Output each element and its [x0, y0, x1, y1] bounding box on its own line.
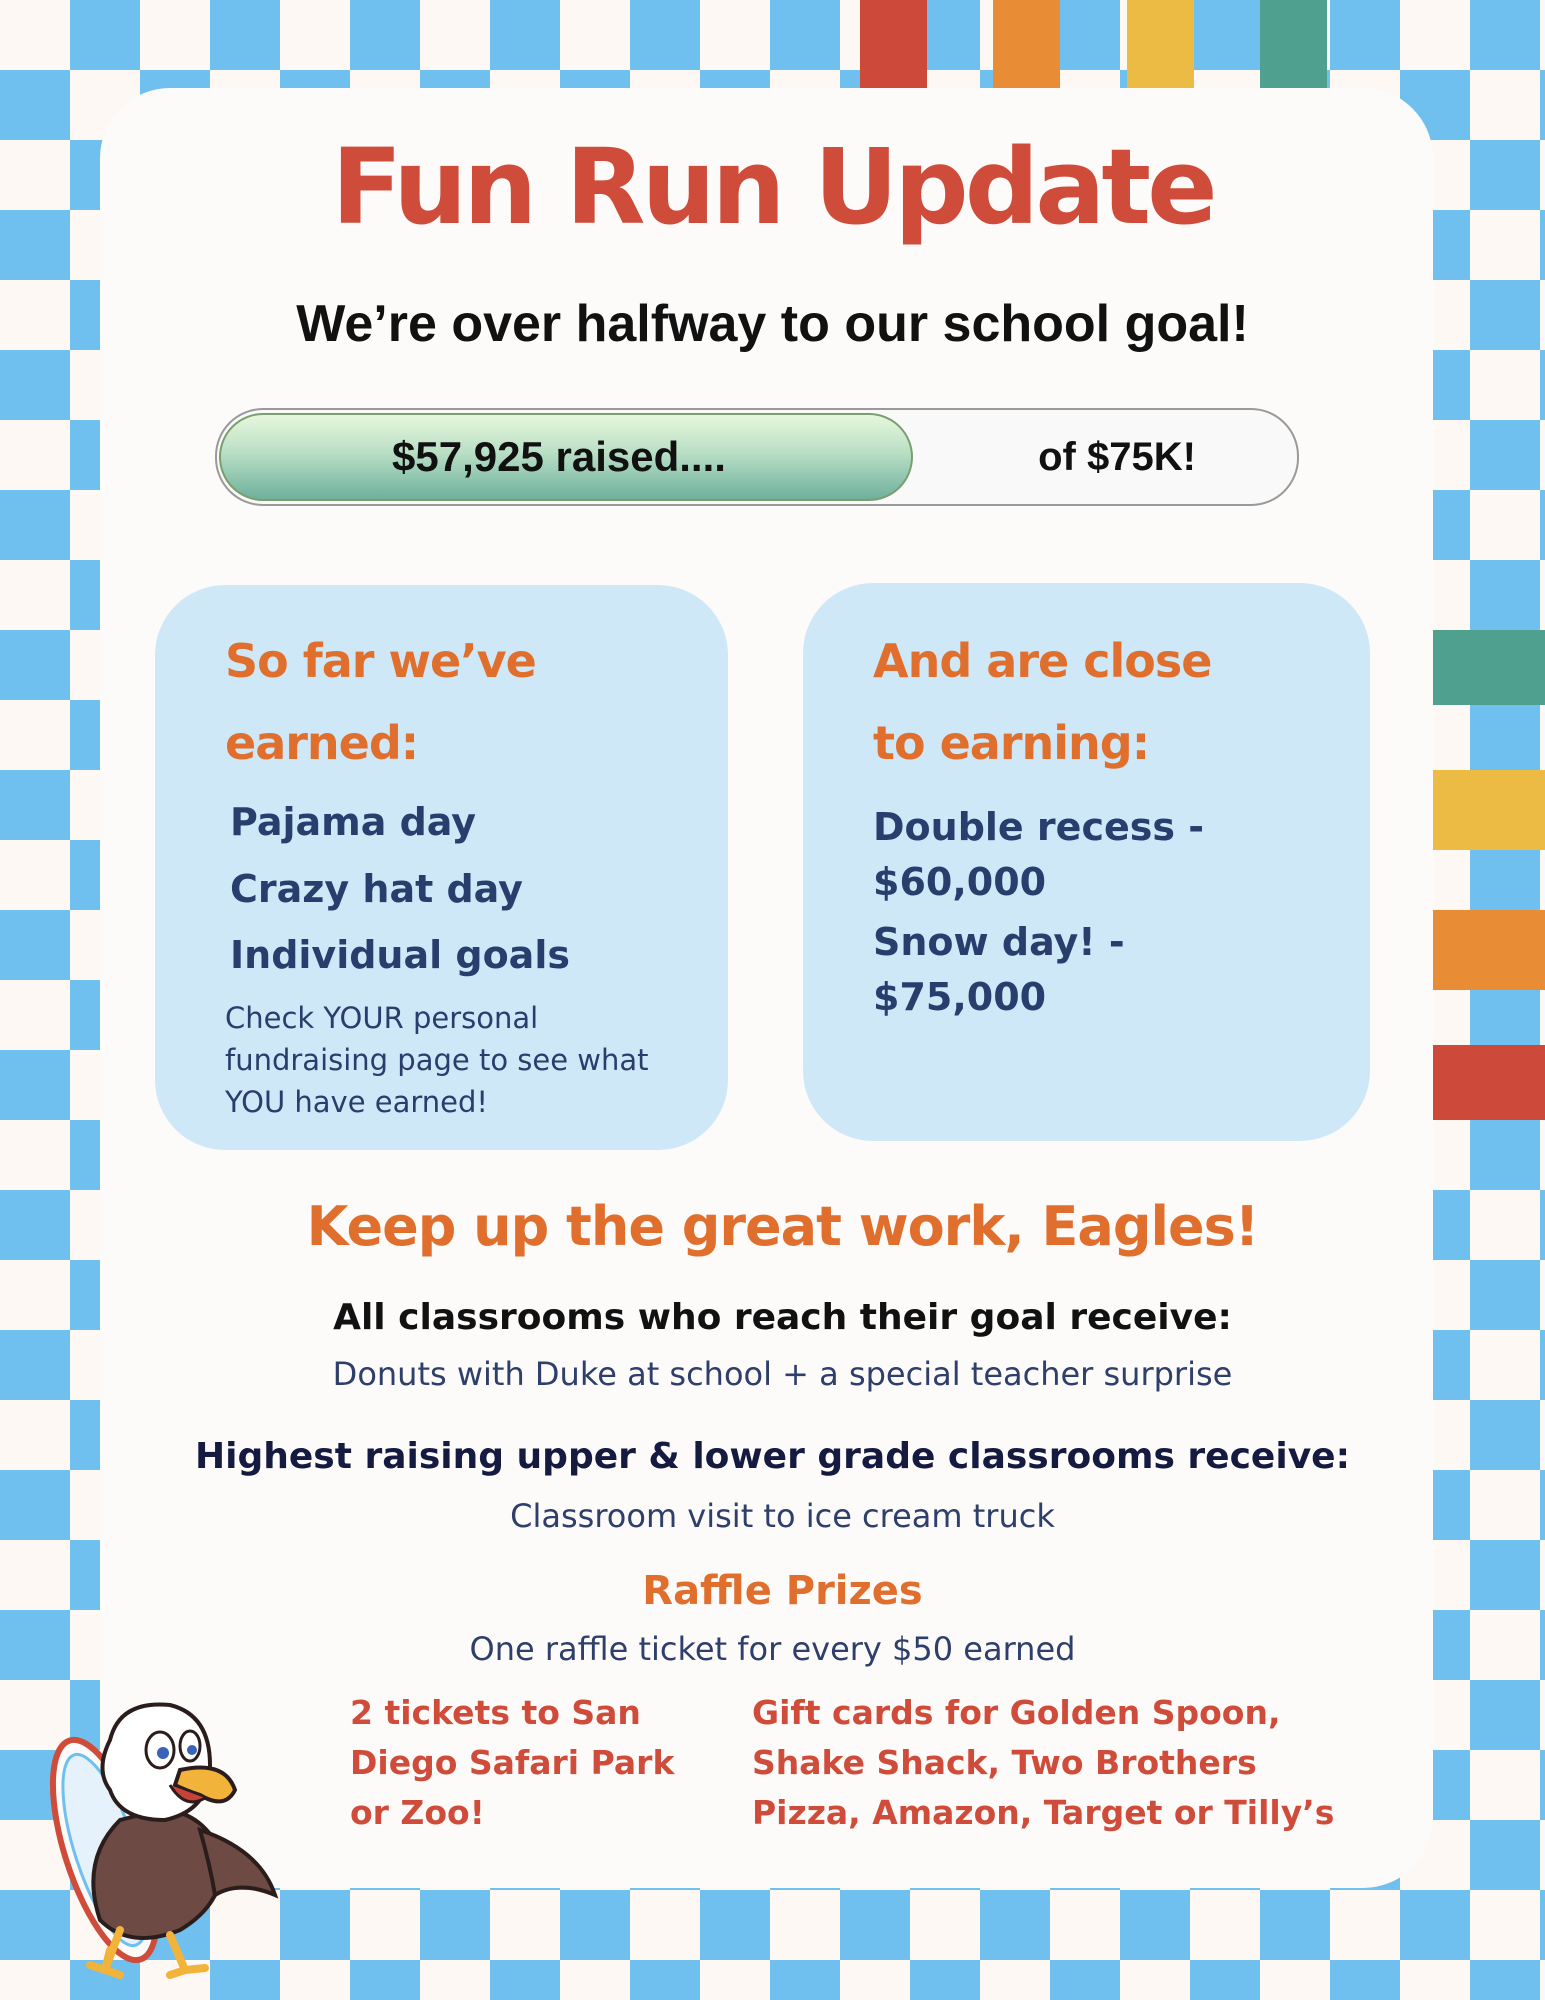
earned-box	[155, 585, 728, 1150]
stripe-teal-right	[1430, 630, 1545, 705]
earned-heading-line1: So far we’ve	[225, 634, 536, 688]
stripe-orange-top	[993, 0, 1060, 88]
page-title: Fun Run Update	[331, 126, 1214, 248]
prize-safari-line1: 2 tickets to San	[350, 1693, 641, 1732]
raised-amount: $57,925 raised....	[392, 433, 726, 480]
cheer-heading: Keep up the great work, Eagles!	[306, 1195, 1259, 1258]
earned-note-line1: Check YOUR personal	[225, 1001, 539, 1035]
prize-giftcards-line3: Pizza, Amazon, Target or Tilly’s	[752, 1793, 1335, 1832]
prize-giftcards-line1: Gift cards for Golden Spoon,	[752, 1693, 1281, 1732]
close-item-snow-label: Snow day! -	[873, 920, 1125, 964]
page-subtitle: We’re over halfway to our school goal!	[296, 295, 1249, 353]
prize-safari-line3: or Zoo!	[350, 1793, 485, 1832]
stripe-orange-right	[1430, 910, 1545, 990]
earned-note-line3: YOU have earned!	[225, 1085, 489, 1119]
highest-reward: Classroom visit to ice cream truck	[510, 1497, 1055, 1535]
prize-giftcards-line2: Shake Shack, Two Brothers	[752, 1743, 1257, 1782]
classroom-reward: Donuts with Duke at school + a special teacher surprise	[332, 1355, 1233, 1393]
raffle-prize-giftcards	[752, 1688, 1334, 1838]
progress-bar	[215, 408, 1299, 506]
close-box	[803, 583, 1370, 1141]
raffle-subtitle: One raffle ticket for every $50 earned	[469, 1630, 1076, 1668]
earned-heading-line2: earned:	[225, 716, 419, 770]
close-item-snow-amount: $75,000	[873, 975, 1047, 1019]
close-item-recess-label: Double recess -	[873, 805, 1204, 849]
classroom-heading: All classrooms who reach their goal receive:	[333, 1297, 1232, 1338]
highest-heading: Highest raising upper & lower grade classrooms receive:	[195, 1436, 1350, 1477]
stripe-red-right	[1430, 1045, 1545, 1120]
stripe-red-top	[860, 0, 927, 88]
stripe-teal-top	[1260, 0, 1327, 88]
earned-item-pajama: Pajama day	[230, 800, 477, 844]
close-item-recess-amount: $60,000	[873, 860, 1047, 904]
raffle-prize-safari	[350, 1688, 674, 1838]
earned-note-line2: fundraising page to see what	[225, 1043, 649, 1077]
earned-item-goals: Individual goals	[230, 933, 570, 977]
stripe-yellow-top	[1127, 0, 1194, 88]
eagle-mascot-icon	[10, 1680, 290, 1980]
goal-amount: of $75K!	[1038, 435, 1196, 479]
close-heading-line2: to earning:	[873, 716, 1150, 770]
stripe-yellow-right	[1430, 770, 1545, 850]
close-heading-line1: And are close	[873, 634, 1212, 688]
raffle-title: Raffle Prizes	[642, 1568, 923, 1614]
prize-safari-line2: Diego Safari Park	[350, 1743, 675, 1782]
earned-item-hat: Crazy hat day	[230, 867, 523, 911]
